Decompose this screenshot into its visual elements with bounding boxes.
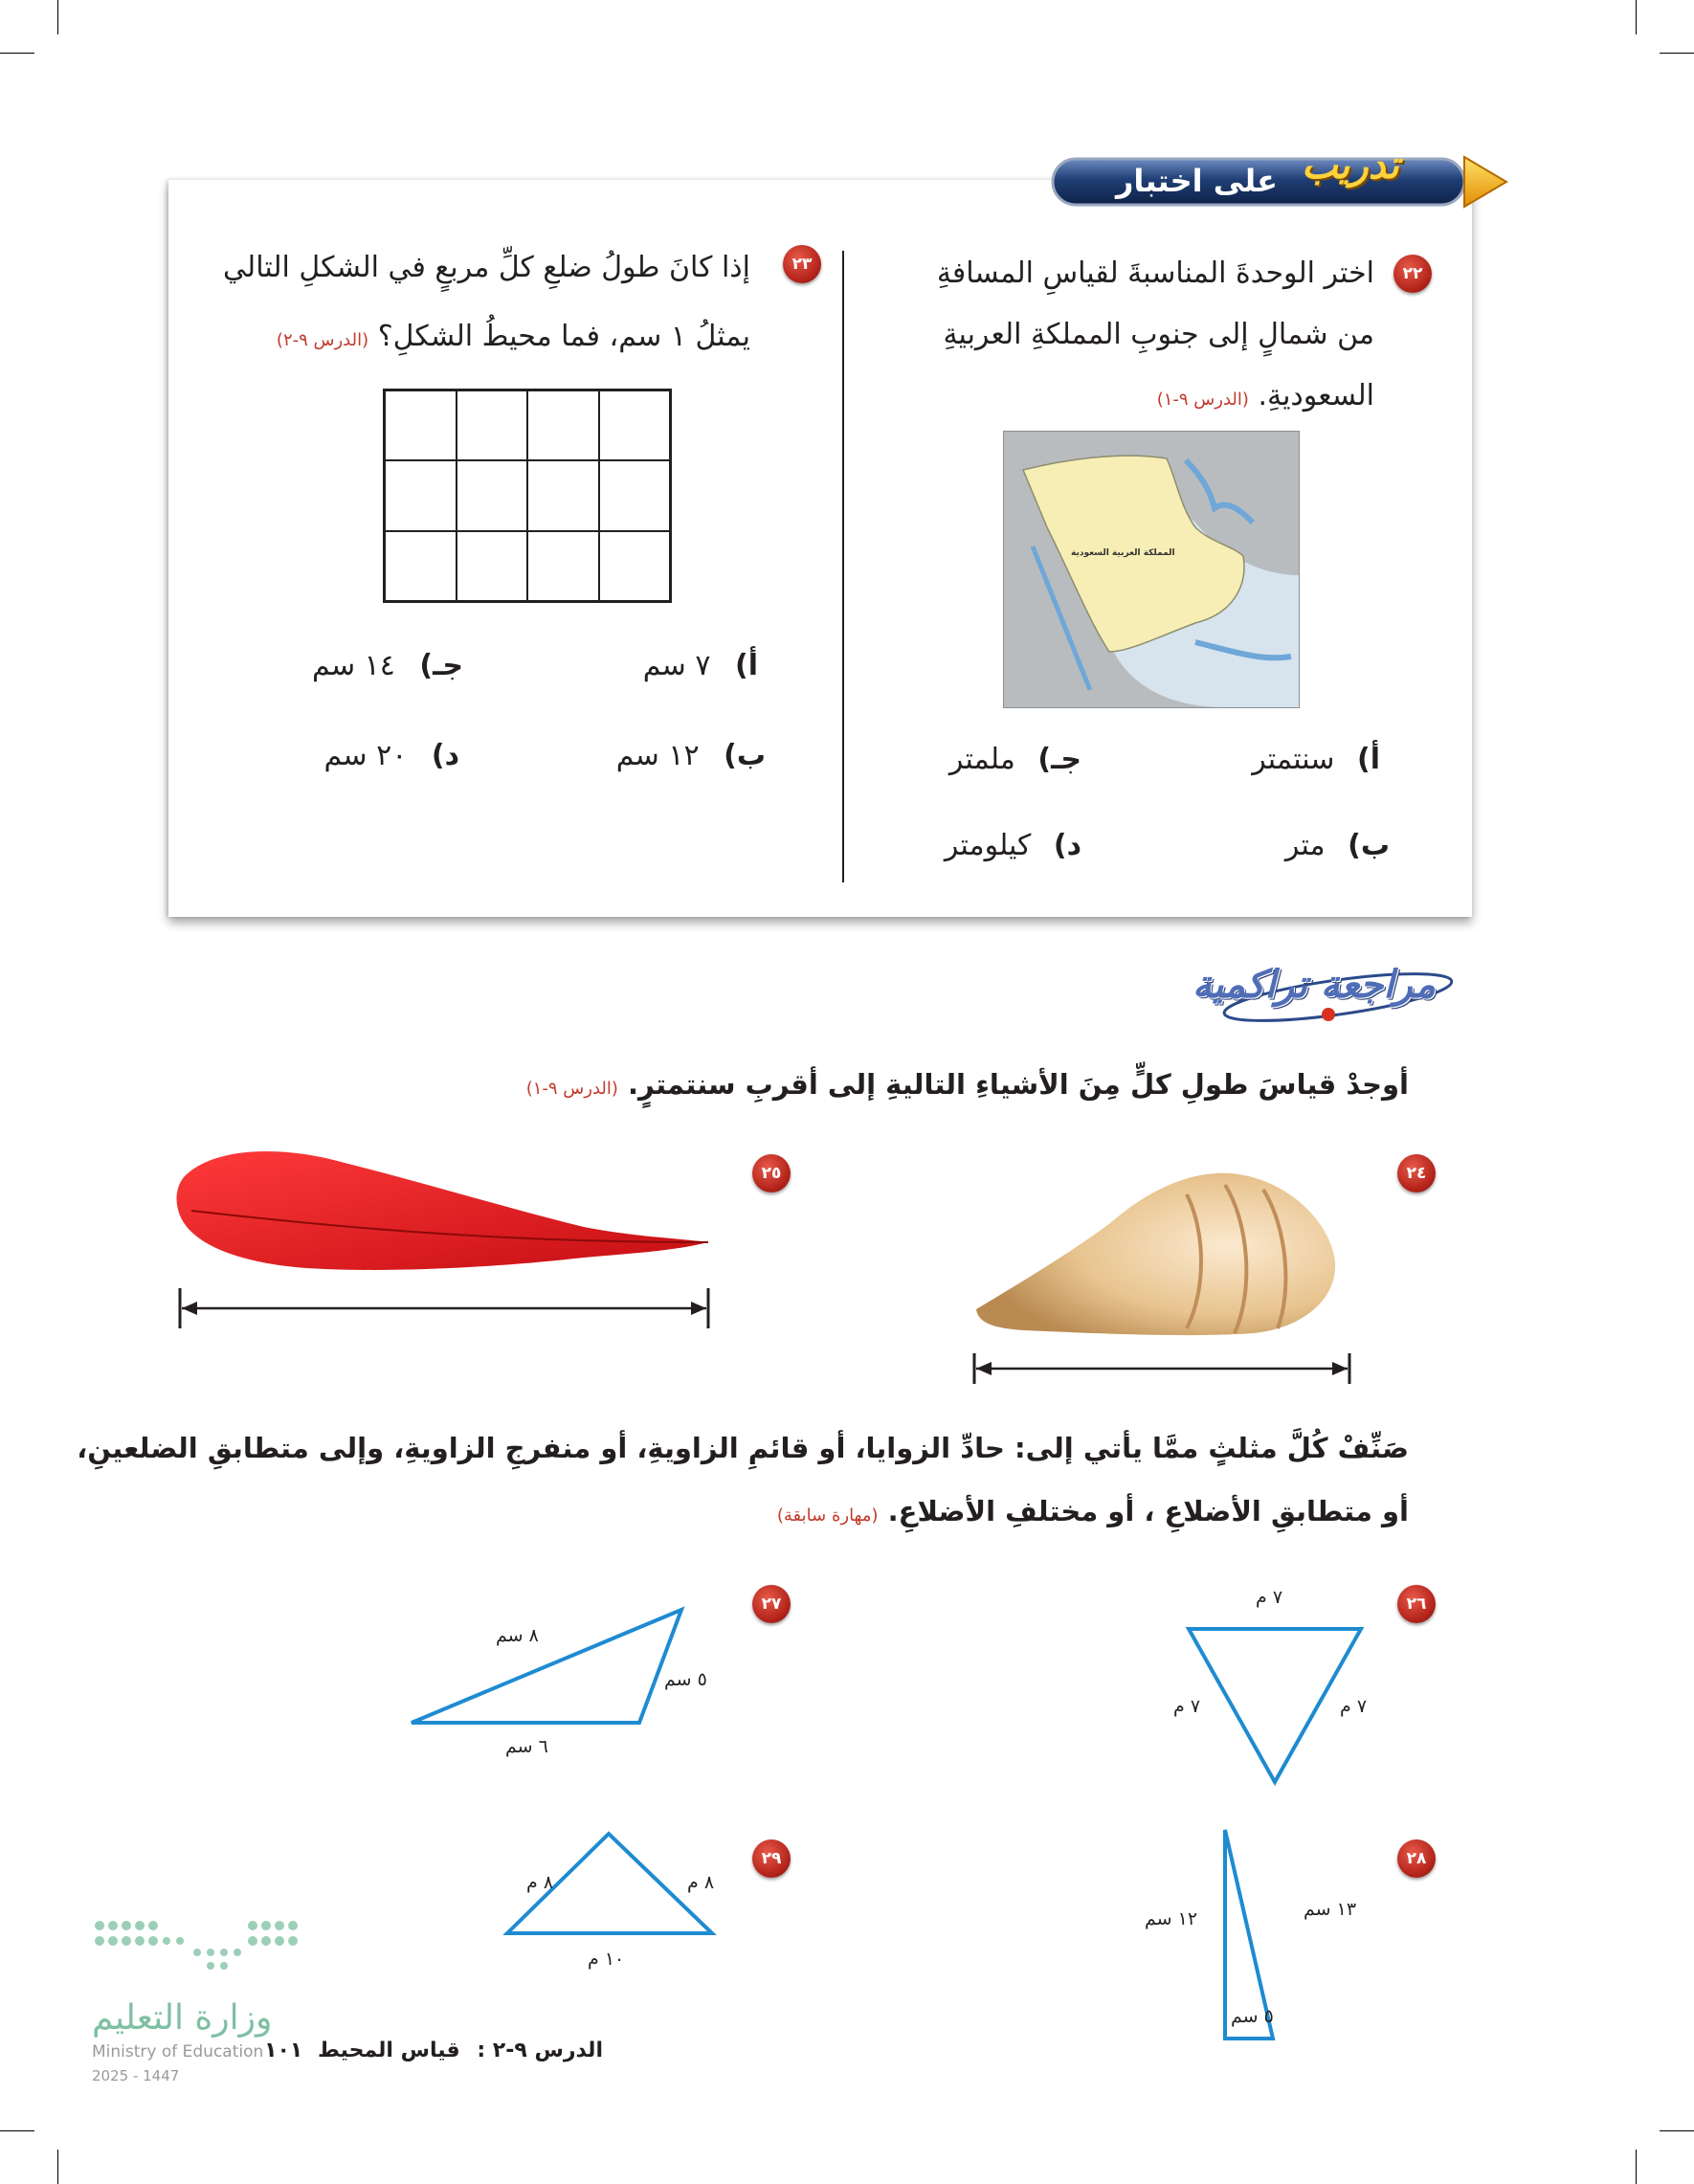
q22-line-3-text: السعوديةِ. bbox=[1258, 379, 1374, 412]
q22-option-d[interactable] bbox=[890, 829, 1081, 862]
triangle-27-bottom-label: ٦ سم bbox=[505, 1736, 548, 1757]
crop-mark bbox=[1636, 0, 1637, 34]
header-title: على اختبار bbox=[1116, 163, 1279, 199]
triangle-28-bottom-label: ٥ سم bbox=[1231, 2006, 1274, 2027]
crop-mark bbox=[0, 2130, 34, 2131]
feather-measure-line bbox=[176, 1284, 722, 1332]
triangle-26-left-label: ٧ م bbox=[1173, 1696, 1201, 1717]
q22-line-2: من شمالٍ إلى جنوبِ المملكةِ العربيةِ bbox=[943, 318, 1374, 351]
crop-mark bbox=[57, 2150, 58, 2184]
question-number-23: ٢٣ bbox=[783, 245, 821, 283]
question-number-25: ٢٥ bbox=[752, 1154, 791, 1192]
option-letter: د) bbox=[431, 739, 459, 772]
q22-option-b[interactable] bbox=[1189, 829, 1390, 862]
question-number-28: ٢٨ bbox=[1397, 1839, 1436, 1878]
practice-header bbox=[1051, 144, 1510, 218]
ministry-name-en: Ministry of Education bbox=[92, 2042, 264, 2061]
review-title-text: مراجعة تراكمية bbox=[1192, 963, 1436, 1007]
option-text: ٧ سم bbox=[642, 649, 711, 682]
question-number-22: ٢٢ bbox=[1393, 255, 1432, 293]
ministry-logo-dots bbox=[92, 1918, 312, 1975]
option-letter: جـ) bbox=[1037, 743, 1081, 776]
feather-image bbox=[172, 1139, 718, 1292]
q22-line-3 bbox=[838, 366, 1374, 431]
review-title bbox=[1127, 957, 1453, 1034]
footer-lesson bbox=[220, 2039, 603, 2062]
instruction-1-ref: (الدرس ٩-١) bbox=[525, 1079, 618, 1099]
ministry-name-ar: وزارة التعليم bbox=[92, 1998, 273, 2038]
saudi-map bbox=[1003, 431, 1300, 708]
q22-option-c[interactable] bbox=[890, 743, 1081, 776]
q22-lesson-ref: (الدرس ٩-١) bbox=[1156, 390, 1249, 410]
review-instruction-2-line-1: صَنِّفْ كُلَّ مثلثٍ ممَّا يأتي إلى: حادِّ الزوايا، أو قائمِ الزاويةِ، أو منفرجِ الزاويةِ، وإلى متطابقِ الضلعينِ، bbox=[77, 1432, 1409, 1464]
q22-option-a[interactable] bbox=[1189, 743, 1380, 776]
triangle-28-right-label: ١٣ سم bbox=[1304, 1899, 1357, 1920]
ministry-year: 2025 - 1447 bbox=[92, 2067, 180, 2084]
option-letter: د) bbox=[1053, 829, 1081, 862]
question-number-26: ٢٦ bbox=[1397, 1585, 1436, 1623]
q23-line-1: إذا كانَ طولُ ضلعِ كلِّ مربعٍ في الشكلِ التالي bbox=[223, 251, 750, 284]
q23-line-2 bbox=[176, 306, 750, 371]
option-letter: ب) bbox=[724, 739, 766, 772]
map-label: المملكة العربية السعودية bbox=[1071, 548, 1175, 558]
page-number: ١٠١ bbox=[264, 2039, 303, 2062]
footer-lesson-number: الدرس ٩-٢ : bbox=[477, 2039, 603, 2062]
triangle-26-right-label: ٧ م bbox=[1340, 1696, 1368, 1717]
option-letter: أ) bbox=[735, 649, 758, 682]
instruction-2-ref: (مهارة سابقة) bbox=[776, 1505, 879, 1526]
triangle-28-left-label: ١٢ سم bbox=[1145, 1908, 1198, 1929]
map-drawing bbox=[1004, 432, 1299, 707]
footer-lesson-title: قياس المحيط bbox=[318, 2039, 460, 2062]
triangle-29-right-label: ٨ م bbox=[687, 1872, 715, 1893]
question-number-27: ٢٧ bbox=[752, 1585, 791, 1623]
crop-mark bbox=[1660, 2130, 1694, 2131]
option-text: ملمتر bbox=[948, 743, 1015, 776]
triangle-29-left-label: ٨ م bbox=[526, 1872, 554, 1893]
crop-mark bbox=[1636, 2150, 1637, 2184]
seashell-image bbox=[967, 1147, 1349, 1338]
option-text: ١٢ سم bbox=[615, 739, 700, 772]
triangle-27-right-label: ٥ سم bbox=[664, 1669, 707, 1690]
review-instruction-2-line-2 bbox=[69, 1495, 1409, 1527]
triangle-27 bbox=[402, 1600, 689, 1744]
q23-option-d[interactable] bbox=[278, 739, 459, 772]
crop-mark bbox=[1660, 53, 1694, 54]
option-text: سنتمتر bbox=[1252, 743, 1335, 776]
triangle-29-bottom-label: ١٠ م bbox=[588, 1949, 625, 1970]
option-letter: أ) bbox=[1357, 743, 1380, 776]
instruction-2-line-2-text: أو متطابقِ الأضلاعِ ، أو مختلفِ الأضلاعِ. bbox=[887, 1495, 1409, 1527]
q22-line-1: اختر الوحدةَ المناسبةَ لقياسِ المسافةِ bbox=[936, 256, 1374, 290]
option-text: كيلومتر bbox=[944, 829, 1032, 862]
option-text: ٢٠ سم bbox=[323, 739, 408, 772]
q23-option-a[interactable] bbox=[586, 649, 758, 682]
q23-lesson-ref: (الدرس ٩-٢) bbox=[276, 330, 369, 350]
option-letter: جـ) bbox=[419, 649, 463, 682]
crop-mark bbox=[0, 53, 34, 54]
instruction-1-text: أوجدْ قياسَ طولِ كلٍّ مِنَ الأشياءِ التاليةِ إلى أقربِ سنتمترٍ. bbox=[628, 1068, 1409, 1101]
triangle-27-top-label: ٨ سم bbox=[496, 1625, 539, 1646]
q23-option-c[interactable] bbox=[281, 649, 463, 682]
q23-line-2-text: يمثلُ ١ سم، فما محيطُ الشكلِ؟ bbox=[377, 320, 750, 353]
q23-option-b[interactable] bbox=[574, 739, 766, 772]
triangle-26-top-label: ٧ م bbox=[1256, 1587, 1283, 1608]
crop-mark bbox=[57, 0, 58, 34]
square-grid-figure bbox=[383, 389, 672, 603]
option-letter: ب) bbox=[1348, 829, 1390, 862]
question-number-29: ٢٩ bbox=[752, 1839, 791, 1878]
option-text: متر bbox=[1284, 829, 1326, 862]
seashell-measure-line bbox=[970, 1349, 1372, 1388]
review-instruction-1 bbox=[165, 1068, 1409, 1101]
header-title-accent: تدريب bbox=[1302, 144, 1399, 188]
option-text: ١٤ سم bbox=[311, 649, 395, 682]
question-number-24: ٢٤ bbox=[1397, 1154, 1436, 1192]
